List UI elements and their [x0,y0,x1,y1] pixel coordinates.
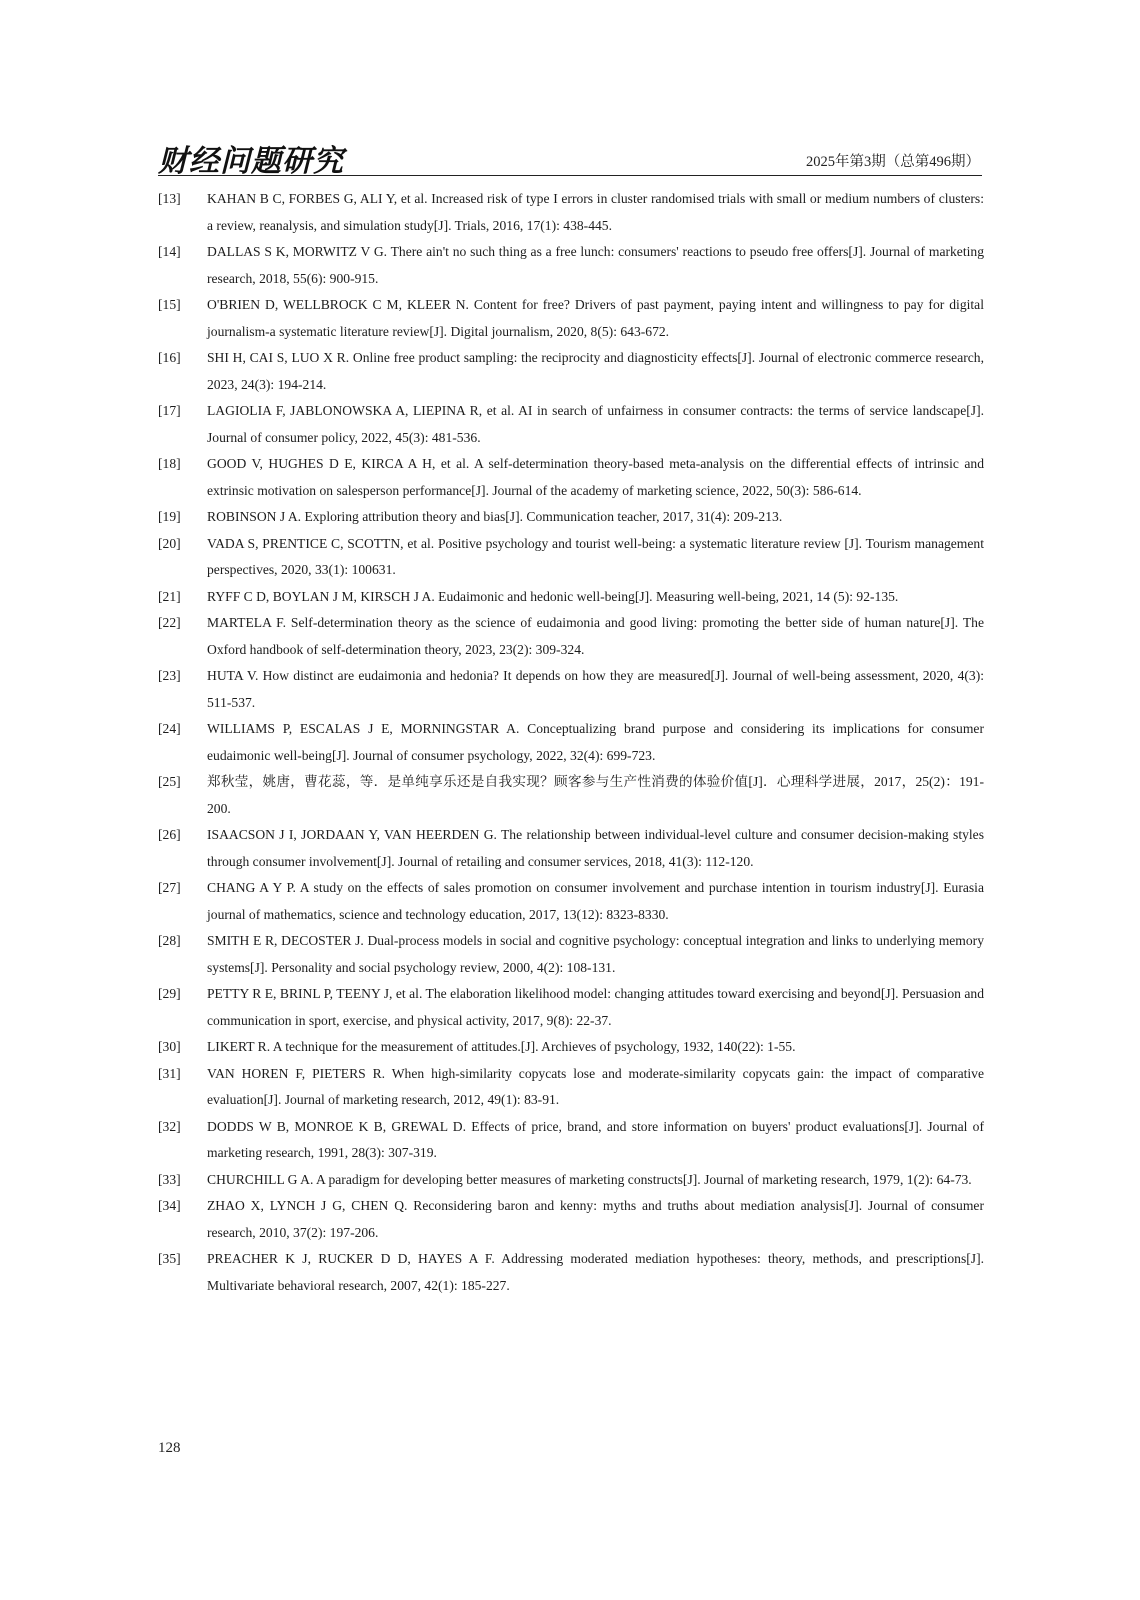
header-divider [158,175,982,176]
reference-item [158,398,984,451]
reference-number: [32] [158,1118,181,1134]
reference-item [158,292,984,345]
reference-text: ZHAO X, LYNCH J G, CHEN Q. Reconsidering baron and kenny: myths and truths about mediation analysis[J]. Journal of consumer research, 2010, 37(2): 197-206. [207,1198,984,1240]
reference-text: ROBINSON J A. Exploring attribution theory and bias[J]. Communication teacher, 2017, 31(4): 209-213. [207,509,783,524]
journal-logo: 财经问题研究 [158,144,344,179]
reference-number: [18] [158,456,181,471]
reference-text: CHURCHILL G A. A paradigm for developing better measures of marketing constructs[J]. Journal of marketing research, 1979, 1(2): 64-73. [207,1171,972,1187]
reference-number: [29] [158,986,181,1001]
reference-item [158,822,984,875]
reference-number: [21] [158,588,181,604]
reference-number: [25] [158,774,181,789]
reference-text: RYFF C D, BOYLAN J M, KIRSCH J A. Eudaimonic and hedonic well-being[J]. Measuring well-being, 2021, 14 (5): 92-135. [207,588,899,604]
reference-number: [34] [158,1198,181,1213]
reference-number: [15] [158,297,181,312]
reference-text: ISAACSON J I, JORDAAN Y, VAN HEERDEN G. The relationship between individual-level culture and consumer decision-making styles through consumer involvement[J]. Journal of retailing and consumer services, 2018, 41(3): 112-120. [207,827,984,869]
reference-item [158,928,984,981]
reference-item [158,875,984,928]
reference-number: [31] [158,1065,181,1081]
reference-number: [30] [158,1039,181,1054]
reference-text: 郑秋莹，姚唐，曹花蕊，等．是单纯享乐还是自我实现？顾客参与生产性消费的体验价值[J]．心理科学进展，2017，25(2)：191-200. [207,774,984,816]
page-header [158,136,982,179]
issue-info: 2025年第3期（总第496期） [806,154,980,170]
reference-item [158,186,984,239]
reference-text: VADA S, PRENTICE C, SCOTTN, et al. Positive psychology and tourist well-being: a systematic literature review [J]. Tourism management perspectives, 2020, 33(1): 100631. [207,535,984,577]
reference-text: LIKERT R. A technique for the measurement of attitudes.[J]. Archieves of psychology, 1932, 140(22): 1-55. [207,1039,796,1054]
reference-text: PREACHER K J, RUCKER D D, HAYES A F. Addressing moderated mediation hypotheses: theory, methods, and prescriptions[J]. Multivariate behavioral research, 2007, 42(1): 185-227. [207,1251,984,1293]
reference-item [158,663,984,716]
reference-text: HUTA V. How distinct are eudaimonia and hedonia? It depends on how they are measured[J]. Journal of well-being assessment, 2020, 4(3): 511-537. [207,668,984,710]
reference-item [158,504,984,531]
page-number: 128 [158,1440,181,1456]
reference-text: CHANG A Y P. A study on the effects of sales promotion on consumer involvement and purchase intention in tourism industry[J]. Eurasia journal of mathematics, science and technology education, 2017, 13(12): 8323-8330. [207,880,984,922]
reference-number: [13] [158,191,181,206]
reference-item [158,239,984,292]
reference-item [158,531,984,584]
reference-item [158,345,984,398]
reference-text: WILLIAMS P, ESCALAS J E, MORNINGSTAR A. Conceptualizing brand purpose and considering its implications for consumer eudaimonic well-being[J]. Journal of consumer psychology, 2022, 32(4): 699-723. [207,721,984,763]
reference-item [158,981,984,1034]
reference-number: [24] [158,721,181,736]
reference-text: SHI H, CAI S, LUO X R. Online free product sampling: the reciprocity and diagnosticity effects[J]. Journal of electronic commerce research, 2023, 24(3): 194-214. [207,350,984,392]
reference-number: [19] [158,509,181,524]
reference-item [158,1114,984,1167]
reference-text: LAGIOLIA F, JABLONOWSKA A, LIEPINA R, et al. AI in search of unfairness in consumer contracts: the terms of service landscape[J]. Journal of consumer policy, 2022, 45(3): 481-536. [207,403,984,445]
reference-item [158,610,984,663]
reference-number: [26] [158,827,181,842]
reference-text: SMITH E R, DECOSTER J. Dual-process models in social and cognitive psychology: conceptual integration and links to underlying memory systems[J]. Personality and social psychology review, 2000, 4(2): 108-131. [207,933,984,975]
reference-item [158,1246,984,1299]
reference-list [158,186,984,1299]
reference-text: VAN HOREN F, PIETERS R. When high-similarity copycats lose and moderate-similarity copycats gain: the impact of comparative evaluation[J]. Journal of marketing research, 2012, 49(1): 83-91. [207,1065,984,1107]
reference-item [158,769,984,822]
reference-item [158,584,984,611]
reference-text: KAHAN B C, FORBES G, ALI Y, et al. Increased risk of type I errors in cluster randomised trials with small or medium numbers of clusters: a review, reanalysis, and simulation study[J]. Trials, 2016, 17(1): 438-445. [207,191,984,233]
reference-item [158,716,984,769]
reference-number: [27] [158,880,181,895]
reference-text: DODDS W B, MONROE K B, GREWAL D. Effects of price, brand, and store information on buyers' product evaluations[J]. Journal of marketing research, 1991, 28(3): 307-319. [207,1118,984,1160]
reference-text: MARTELA F. Self-determination theory as the science of eudaimonia and good living: promoting the better side of human nature[J]. The Oxford handbook of self-determination theory, 2023, 23(2): 309-324. [207,615,984,657]
reference-number: [16] [158,350,181,365]
reference-number: [20] [158,535,181,551]
reference-number: [33] [158,1171,181,1187]
reference-text: DALLAS S K, MORWITZ V G. There ain't no such thing as a free lunch: consumers' reactions to pseudo free offers[J]. Journal of marketing research, 2018, 55(6): 900-915. [207,244,984,286]
reference-number: [23] [158,668,181,683]
reference-item [158,451,984,504]
reference-number: [35] [158,1251,181,1266]
reference-text: O'BRIEN D, WELLBROCK C M, KLEER N. Content for free? Drivers of past payment, paying intent and willingness to pay for digital journalism-a systematic literature review[J]. Digital journalism, 2020, 8(5): 643-672. [207,297,984,339]
reference-text: PETTY R E, BRINL P, TEENY J, et al. The elaboration likelihood model: changing attitudes toward exercising and beyond[J]. Persuasion and communication in sport, exercise, and physical activity, 2017, 9(8): 22-37. [207,986,984,1028]
reference-text: GOOD V, HUGHES D E, KIRCA A H, et al. A self-determination theory-based meta-analysis on the differential effects of intrinsic and extrinsic motivation on salesperson performance[J]. Journal of the academy of marketing science, 2022, 50(3): 586-614. [207,456,984,498]
reference-number: [14] [158,244,181,259]
reference-number: [28] [158,933,181,948]
reference-item [158,1061,984,1114]
reference-number: [22] [158,615,181,630]
reference-number: [17] [158,403,181,418]
reference-item [158,1167,984,1194]
reference-item [158,1193,984,1246]
reference-item [158,1034,984,1061]
